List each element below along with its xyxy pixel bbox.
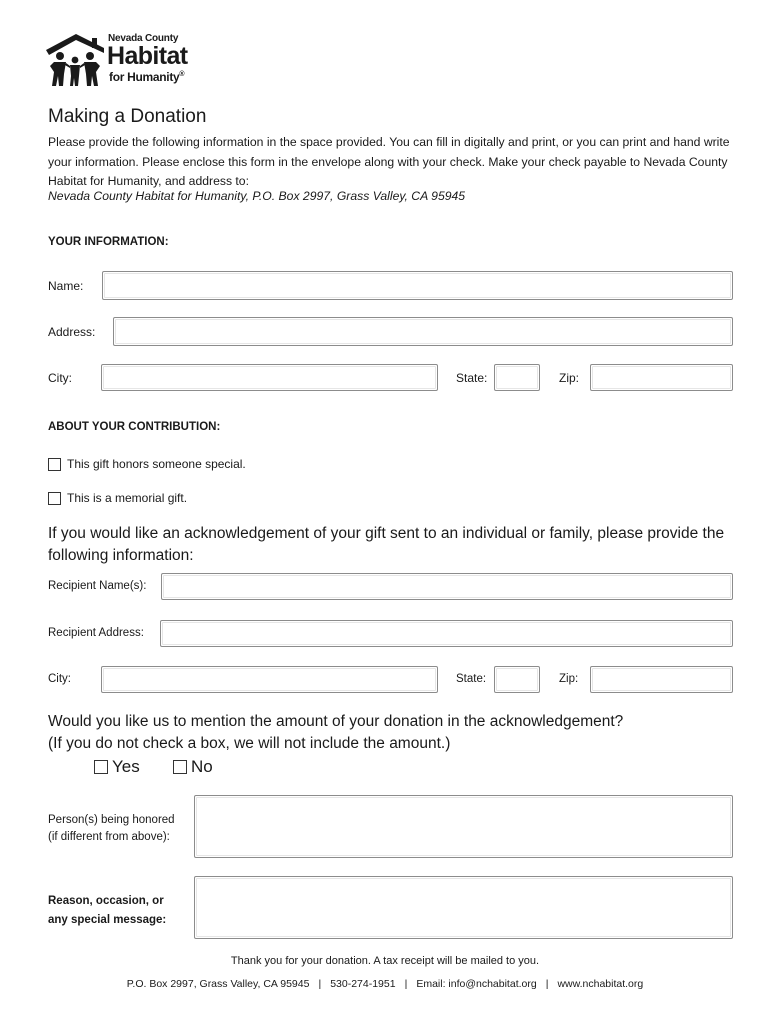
footer-phone: 530-274-1951 xyxy=(330,978,396,990)
recipient-city-field[interactable] xyxy=(101,666,438,693)
name-field[interactable] xyxy=(102,271,733,300)
house-people-icon xyxy=(46,34,104,88)
recipient-zip-field[interactable] xyxy=(590,666,733,693)
intro-text: Please provide the following information in the space provided. You can fill in digitally and print, or you can print and hand write your information. Please enclose this form in the envelope along with your check. Make your check payable to Nevada County Habitat for Humanity, and address to: xyxy=(48,135,730,188)
recipient-state-field[interactable] xyxy=(494,666,540,693)
footer-address: P.O. Box 2997, Grass Valley, CA 95945 xyxy=(126,978,310,990)
recipient-address-field[interactable] xyxy=(160,620,733,647)
recipient-city-label: City: xyxy=(48,673,71,685)
no-label: No xyxy=(191,757,213,776)
acknowledgement-question: If you would like an acknowledgement of your gift sent to an individual or family, please provide the following information: xyxy=(48,525,725,564)
footer-separator: | xyxy=(404,978,408,990)
recipient-name-label: Recipient Name(s): xyxy=(48,580,147,592)
honored-field[interactable] xyxy=(194,795,733,858)
state-field[interactable] xyxy=(494,364,540,391)
recipient-name-field[interactable] xyxy=(161,573,733,600)
address-label: Address: xyxy=(48,325,96,339)
amount-question xyxy=(48,711,748,755)
footer-website[interactable]: www.nchabitat.org xyxy=(557,978,644,990)
recipient-address-label: Recipient Address: xyxy=(48,627,144,639)
honored-label-line2: (if different from above): xyxy=(48,831,170,843)
honors-checkbox[interactable] xyxy=(48,458,61,471)
zip-label: Zip: xyxy=(559,371,580,385)
honored-label-line1: Person(s) being honored xyxy=(48,814,175,826)
footer-thanks: Thank you for your donation. A tax receipt will be mailed to you. xyxy=(230,955,540,967)
zip-field[interactable] xyxy=(590,364,733,391)
logo-county-text: Nevada County xyxy=(108,33,179,44)
recipient-zip-label: Zip: xyxy=(559,673,579,685)
yes-label: Yes xyxy=(112,757,140,776)
logo-habitat-text: Habitat xyxy=(107,42,188,70)
footer-contact xyxy=(0,978,770,990)
recipient-state-label: State: xyxy=(456,673,487,685)
honored-label xyxy=(48,812,175,846)
reason-label xyxy=(48,892,166,930)
logo-reg-mark: ® xyxy=(179,71,185,78)
honors-label: This gift honors someone special. xyxy=(67,457,246,471)
yes-checkbox[interactable] xyxy=(94,760,108,774)
name-label: Name: xyxy=(48,279,84,293)
contribution-heading: ABOUT YOUR CONTRIBUTION: xyxy=(48,421,221,433)
footer-email[interactable]: Email: info@nchabitat.org xyxy=(416,978,537,990)
amount-question-line1: Would you like us to mention the amount of your donation in the acknowledgement? xyxy=(48,713,624,730)
reason-label-line1: Reason, occasion, or xyxy=(48,895,164,907)
mailing-address: Nevada County Habitat for Humanity, P.O. Box 2997, Grass Valley, CA 95945 xyxy=(48,189,466,203)
city-field[interactable] xyxy=(101,364,438,391)
page-title: Making a Donation xyxy=(48,106,207,127)
amount-question-line2: (If you do not check a box, we will not include the amount.) xyxy=(48,735,451,752)
address-field[interactable] xyxy=(113,317,733,346)
logo-tagline xyxy=(109,70,184,84)
state-label: State: xyxy=(456,371,488,385)
memorial-label: This is a memorial gift. xyxy=(67,491,188,505)
logo-tagline-text: for Humanity xyxy=(109,70,180,84)
city-label: City: xyxy=(48,371,72,385)
reason-field[interactable] xyxy=(194,876,733,939)
your-information-heading: YOUR INFORMATION: xyxy=(48,236,169,248)
footer-separator: | xyxy=(545,978,549,990)
no-checkbox[interactable] xyxy=(173,760,187,774)
footer-separator: | xyxy=(318,978,322,990)
memorial-checkbox[interactable] xyxy=(48,492,61,505)
reason-label-line2: any special message: xyxy=(48,914,167,926)
